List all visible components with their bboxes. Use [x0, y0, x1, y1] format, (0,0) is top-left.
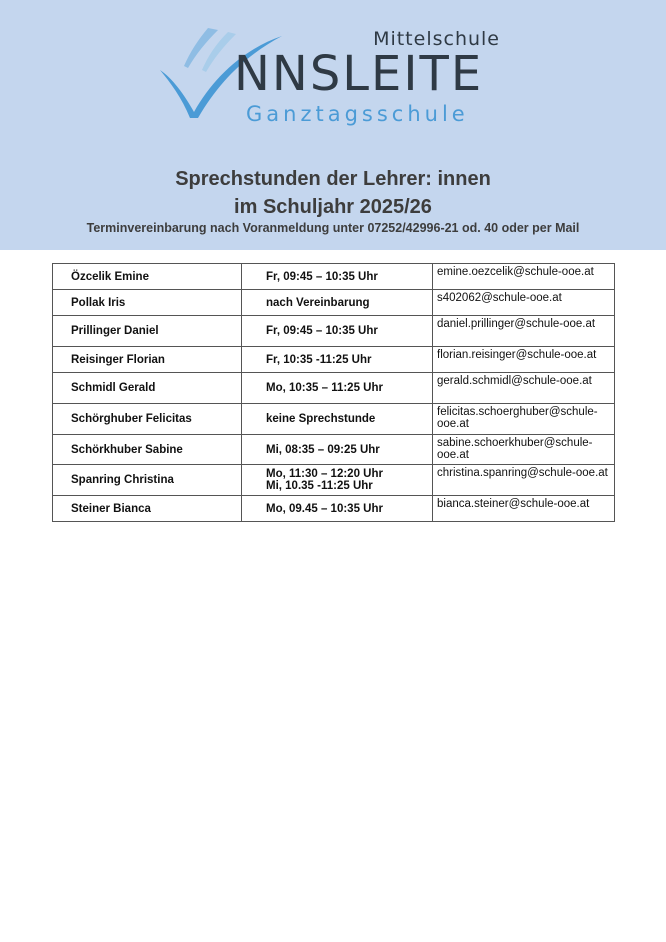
- consultation-time: nach Vereinbarung: [242, 290, 433, 316]
- page-subtitle: Terminvereinbarung nach Voranmeldung unter 07252/42996-21 od. 40 oder per Mail: [86, 221, 580, 235]
- table-row: [53, 465, 615, 496]
- logo-text-ganztagsschule: Ganztagsschule: [246, 102, 469, 126]
- teacher-email-link[interactable]: bianca.steiner@schule-ooe.at: [433, 496, 615, 522]
- table-row: [53, 316, 615, 347]
- page-title-line2: im Schuljahr 2025/26: [234, 196, 432, 218]
- consultation-time: Mi, 08:35 – 09:25 Uhr: [242, 435, 433, 465]
- teacher-email-link[interactable]: gerald.schmidl@schule-ooe.at: [433, 373, 615, 404]
- consultation-time: Mo, 11:30 – 12:20 Uhr: [266, 468, 383, 480]
- consultation-time-second: Mi, 10.35 -11:25 Uhr: [266, 480, 373, 492]
- teacher-email-link[interactable]: s402062@schule-ooe.at: [433, 290, 615, 316]
- teacher-name: Schörkhuber Sabine: [53, 435, 242, 465]
- school-logo: [150, 18, 510, 128]
- consultation-time: Mo, 10:35 – 11:25 Uhr: [242, 373, 433, 404]
- teacher-email-link[interactable]: christina.spanring@schule-ooe.at: [433, 465, 615, 496]
- table-row: [53, 264, 615, 290]
- teacher-email-link[interactable]: sabine.schoerkhuber@schule-ooe.at: [433, 435, 615, 465]
- header-banner: [0, 0, 666, 250]
- teacher-name: Özcelik Emine: [53, 264, 242, 290]
- table-row: [53, 290, 615, 316]
- teacher-name: Prillinger Daniel: [53, 316, 242, 347]
- teacher-email-link[interactable]: daniel.prillinger@schule-ooe.at: [433, 316, 615, 347]
- table-row: [53, 496, 615, 522]
- teacher-email-link[interactable]: felicitas.schoerghuber@schule-ooe.at: [433, 404, 615, 435]
- consultation-time: Fr, 09:45 – 10:35 Uhr: [242, 316, 433, 347]
- page-title-line1: Sprechstunden der Lehrer: innen: [175, 168, 491, 190]
- consultation-hours-table: [52, 263, 615, 522]
- consultation-time: Fr, 10:35 -11:25 Uhr: [242, 347, 433, 373]
- logo-text-mittelschule: Mittelschule: [373, 28, 500, 50]
- teacher-name: Schörghuber Felicitas: [53, 404, 242, 435]
- teacher-email-link[interactable]: emine.oezcelik@schule-ooe.at: [433, 264, 615, 290]
- teacher-name: Spanring Christina: [53, 465, 242, 496]
- consultation-time: Fr, 09:45 – 10:35 Uhr: [242, 264, 433, 290]
- teacher-name: Schmidl Gerald: [53, 373, 242, 404]
- teacher-name: Reisinger Florian: [53, 347, 242, 373]
- consultation-time: Mo, 09.45 – 10:35 Uhr: [242, 496, 433, 522]
- teacher-name: Pollak Iris: [53, 290, 242, 316]
- consultation-time: keine Sprechstunde: [242, 404, 433, 435]
- table-row: [53, 373, 615, 404]
- table-row: [53, 404, 615, 435]
- logo-text-main: NNSLEITE: [234, 46, 484, 102]
- teacher-email-link[interactable]: florian.reisinger@schule-ooe.at: [433, 347, 615, 373]
- table-row: [53, 347, 615, 373]
- consultation-time-cell: [242, 465, 433, 496]
- teacher-name: Steiner Bianca: [53, 496, 242, 522]
- table-row: [53, 435, 615, 465]
